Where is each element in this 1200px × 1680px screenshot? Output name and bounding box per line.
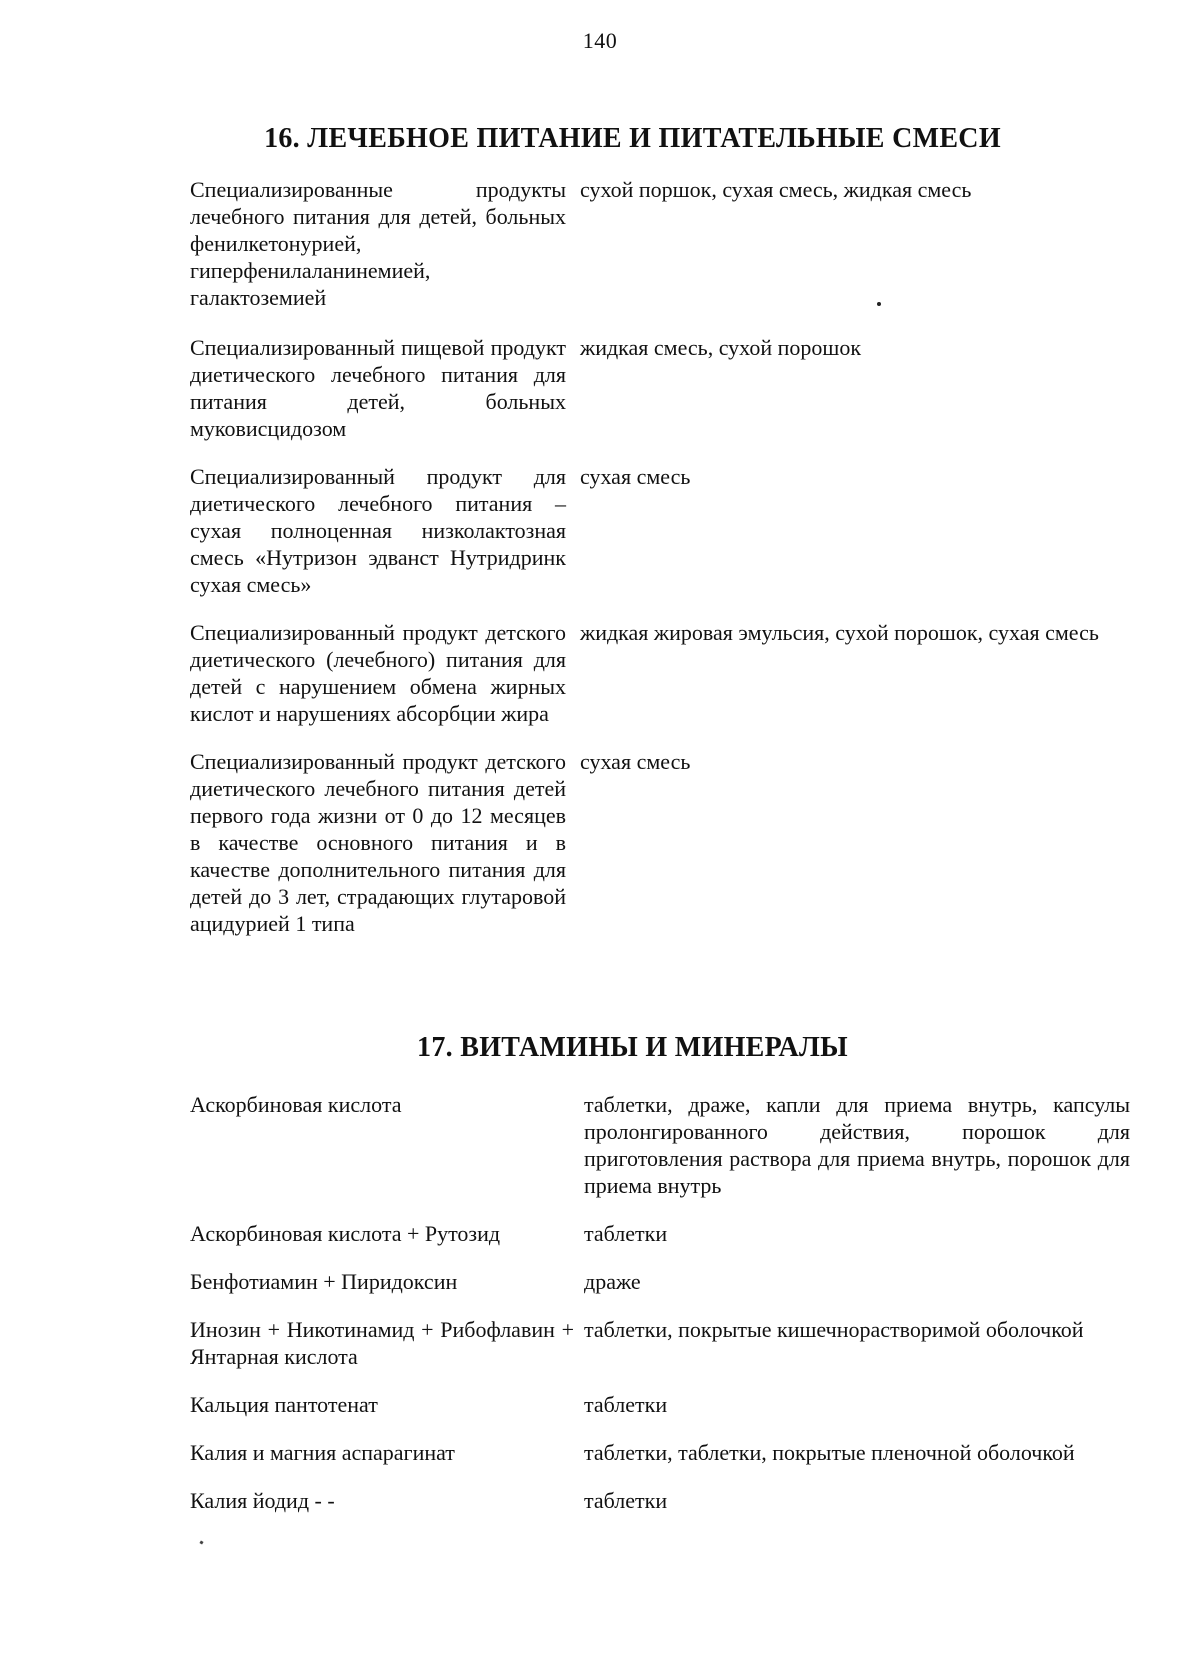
product-name: Специализированный пищевой продукт диетического лечебного питания для питания детей, больных муковисцидозом — [190, 335, 566, 441]
dosage-form: таблетки — [584, 1221, 668, 1246]
list-item — [190, 1487, 1130, 1514]
list-item — [190, 176, 1130, 311]
page-number: 140 — [582, 28, 618, 53]
dosage-form: таблетки — [584, 1392, 668, 1417]
dosage-form: сухая смесь — [580, 749, 691, 774]
list-item — [190, 1220, 1130, 1247]
scan-artifact-mark — [199, 1540, 203, 1544]
product-name: Калия и магния аспарагинат — [190, 1440, 455, 1465]
product-name: Специализированный продукт детского диетического лечебного питания детей первого года жизни от 0 до 12 месяцев в качестве основного питания и в качестве дополнительного питания для детей до 3 лет, страдающих глутаровой ацидурией 1 типа — [190, 749, 566, 936]
dosage-form: сухой поршок, сухая смесь, жидкая смесь — [580, 177, 972, 202]
dosage-form: жидкая смесь, сухой порошок — [580, 335, 862, 360]
list-item — [190, 1439, 1130, 1466]
list-item — [190, 619, 1130, 727]
product-name: Аскорбиновая кислота — [190, 1092, 402, 1117]
list-item — [190, 334, 1130, 442]
product-name: Бенфотиамин + Пиридоксин — [190, 1269, 458, 1294]
dosage-form: таблетки — [584, 1488, 668, 1513]
product-name: Специализированные продукты лечебного питания для детей, больных фенилкетонурией, гиперфенилаланинемией, галактоземией — [190, 177, 566, 310]
dosage-form: жидкая жировая эмульсия, сухой порошок, сухая смесь — [580, 620, 1099, 645]
dosage-form: сухая смесь — [580, 464, 691, 489]
section-17-list — [190, 1091, 1130, 1535]
product-name: Специализированный продукт детского диетического (лечебного) питания для детей с нарушением обмена жирных кислот и нарушениях абсорбции жира — [190, 620, 566, 726]
list-item — [190, 463, 1130, 598]
product-name: Калия йодид - - — [190, 1488, 335, 1513]
list-item — [190, 1316, 1130, 1370]
product-name: Специализированный продукт для диетического лечебного питания – сухая полноценная низколактозная смесь «Нутризон эдванст Нутридринк сухая смесь» — [190, 464, 566, 597]
scan-artifact-dot — [877, 302, 881, 306]
dosage-form: таблетки, драже, капли для приема внутрь, капсулы пролонгированного действия, порошок для приготовления раствора для приема внутрь, порошок для приема внутрь — [584, 1092, 1130, 1198]
product-name: Кальция пантотенат — [190, 1392, 378, 1417]
list-item — [190, 1091, 1130, 1199]
list-item — [190, 1391, 1130, 1418]
section-16-list — [190, 176, 1130, 958]
section-title-17: 17. ВИТАМИНЫ И МИНЕРАЛЫ — [417, 1032, 848, 1063]
dosage-form: таблетки, таблетки, покрытые пленочной оболочкой — [584, 1440, 1075, 1465]
product-name: Инозин + Никотинамид + Рибофлавин + Янтарная кислота — [190, 1317, 574, 1369]
product-name: Аскорбиновая кислота + Рутозид — [190, 1221, 501, 1246]
dosage-form: драже — [584, 1269, 641, 1294]
list-item — [190, 748, 1130, 937]
list-item — [190, 1268, 1130, 1295]
dosage-form: таблетки, покрытые кишечнорастворимой оболочкой — [584, 1317, 1084, 1342]
section-title-16: 16. ЛЕЧЕБНОЕ ПИТАНИЕ И ПИТАТЕЛЬНЫЕ СМЕСИ — [264, 123, 1001, 154]
